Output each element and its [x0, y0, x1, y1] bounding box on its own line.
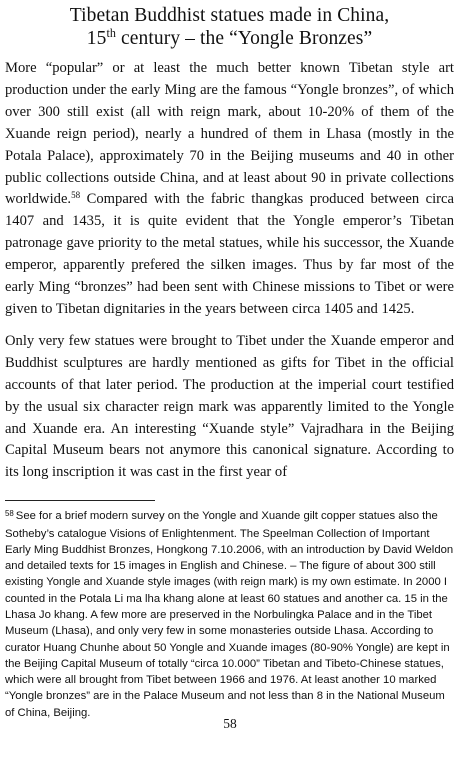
heading-line-2 — [5, 27, 454, 50]
paragraph-1-text-b: Compared with the fabric thangkas produced between circa 1407 and 1435, it is quite evident that the Yongle emperor’s Tibetan patronage gave priority to the metal statues, while his successor, the Xuande emperor, apparently prefered the silken images. Thus by far most of the early Ming “bronzes” had been sent with Chinese missions to Tibet or were given to Tibetan dignitaries in the years between circa 1405 and 1425. — [5, 191, 454, 317]
footnote-divider — [5, 500, 155, 501]
heading-line-1: Tibetan Buddhist statues made in China, — [69, 5, 390, 26]
footnote-number: 58 — [5, 508, 14, 518]
paragraph-2: Only very few statues were brought to Tibet under the Xuande emperor and Buddhist sculptures are hardly mentioned as gifts for Tibet in the official accounts of that later period. The production at the imperial court testified by the usual six character reign mark was apparently limited to the Yongle and Xuande era. An interesting “Xuande style” Vajradhara in the Beijing Capital Museum bears not anymore this canonical signature. According to its long inscription it was cast in the first year of — [5, 332, 454, 481]
heading-century-number: 15 — [86, 28, 107, 49]
paragraph-1 — [5, 58, 454, 321]
heading-century-suffix: th — [106, 26, 117, 41]
page-number: 58 — [223, 716, 237, 731]
footnote-reference: 58 — [71, 190, 81, 201]
body-text — [5, 58, 454, 484]
footnote-text: See for a brief modern survey on the Yongle and Xuande gilt copper statues also the Sotheby’s catalogue Visions of Enlightenment. The Speelman Collection of Important Early Ming Buddhist Bronzes, Hongkong 7.10.2006, with an introduction by David Weldon and detailed texts for 15 images in English and Chinese. – The figure of about 300 still existing Yongle and Xuande style images (with reign mark) is my own estimate. In 2000 I counted in the Potala Li ma lha khang alone at least 60 statues and another ca. 15 in the Lhasa Jo khang. A few more are preserved in the Norbulingka Palace and in the Tibet Museum (Lhasa), and only very few in some monasteries outside Lhasa. According to curator Huang Chunhe about 50 Yongle and Xuande images (80-90% Yongle) are kept in the Beijing Capital Museum of totally “circa 10.000” Tibetan and Tibeto-Chinese statues, which were all brought from Tibet between 1966 and 1976. At least another 10 marked “Yongle bronzes” are in the Palace Museum and not less than 8 in the National Museum of China, Beijing. — [5, 510, 454, 719]
footnote — [5, 508, 454, 721]
heading-line-2-rest: century – the “Yongle Bronzes” — [116, 28, 373, 49]
paragraph-1-text-a: More “popular” or at least the much better known Tibetan style art production under the early Ming are the famous “Yongle bronzes”, of which over 300 still exist (all with reign mark, about 10-20% of them of the Xuande reign period), nearly a hundred of them in Lhasa (mostly in the Potala Palace), approximately 70 in the Beijing museums and 40 in other public collections outside China, and at least about 90 in private collections worldwide. — [5, 60, 454, 208]
section-heading — [5, 4, 454, 50]
